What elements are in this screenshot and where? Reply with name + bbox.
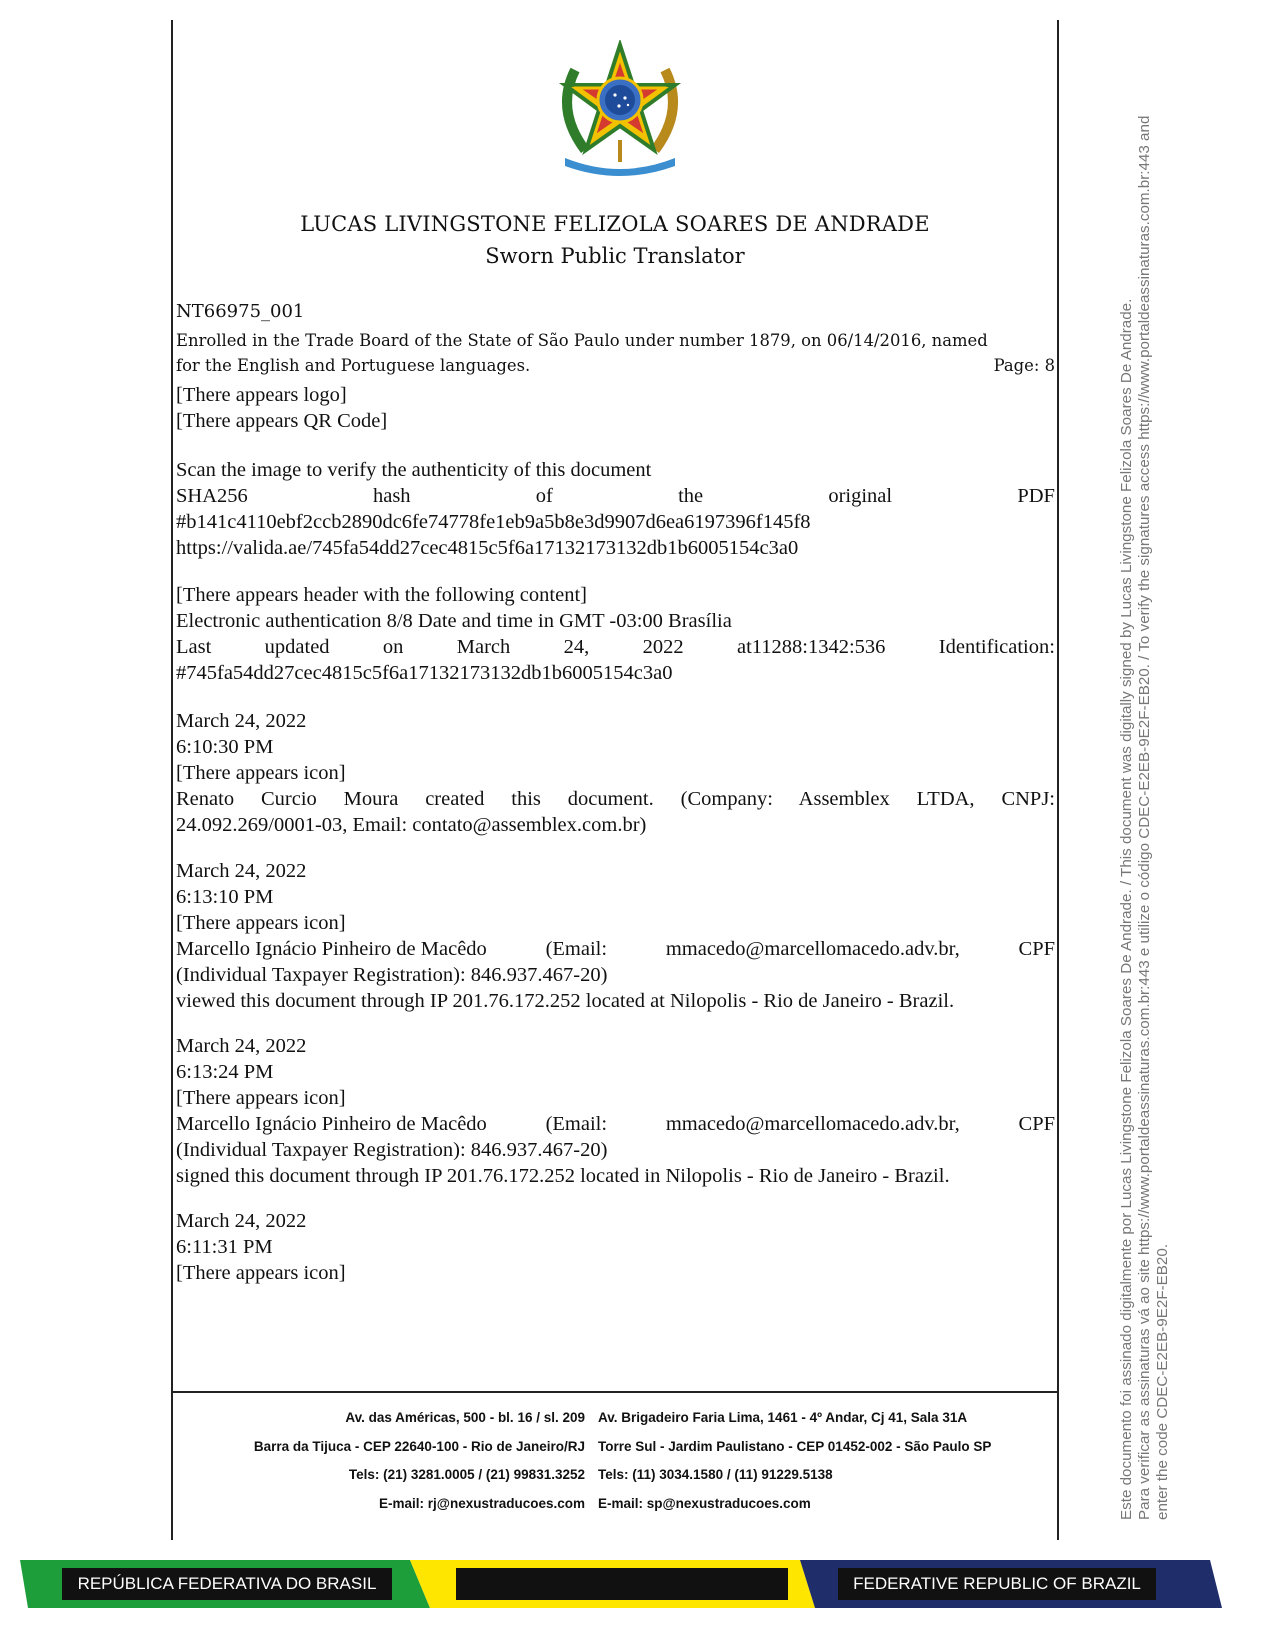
scan-text: Scan the image to verify the authenticity of this document — [176, 459, 652, 481]
hash-block — [176, 457, 1055, 561]
document-id: NT66975_001 — [176, 301, 305, 322]
event-date: March 24, 2022 — [176, 1035, 307, 1057]
event-line-2: (Individual Taxpayer Registration): 846.937.467-20) — [176, 1139, 608, 1161]
updated-line — [176, 634, 1055, 660]
address-line: Barra da Tijuca - CEP 22640-100 - Rio de Janeiro/RJ — [253, 1438, 585, 1454]
event-line-2: 24.092.269/0001-03, Email: contato@assemblex.com.br) — [176, 814, 647, 836]
signature-note-line: Para verificar as assinaturas vá ao site https://www.portaldeassinaturas.com.br:443 e utilize o código CDEC-E2EB-9E2F-EB20. / To verify the signatures access https://www.portaldeassinaturas.com.br:443 and — [1136, 115, 1153, 1520]
sha-word: SHA256 — [176, 485, 248, 507]
verification-block — [176, 382, 1055, 434]
event-entry — [176, 708, 1055, 838]
translator-name: LUCAS LIVINGSTONE FELIZOLA SOARES DE ANDRADE — [300, 212, 930, 236]
updated-word: Last — [176, 636, 212, 658]
event-icon-note: [There appears icon] — [176, 912, 346, 934]
event-icon-note: [There appears icon] — [176, 1262, 346, 1284]
translator-title: Sworn Public Translator — [485, 244, 745, 268]
banner-label-portuguese: REPÚBLICA FEDERATIVA DO BRASIL — [62, 1568, 392, 1600]
digital-signature-note — [1118, 0, 1172, 1520]
event-line-2: (Individual Taxpayer Registration): 846.937.467-20) — [176, 964, 608, 986]
event-description: Renato Curcio Moura created this document. (Company: Assemblex LTDA, CNPJ: — [176, 788, 1055, 810]
office-address-sp — [598, 1404, 1058, 1518]
valida-url: https://valida.ae/745fa54dd27cec4815c5f6a17132173132db1b6005154c3a0 — [176, 537, 799, 559]
event-time: 6:10:30 PM — [176, 736, 274, 758]
event-time: 6:11:31 PM — [176, 1236, 273, 1258]
banner-label-english: FEDERATIVE REPUBLIC OF BRAZIL — [838, 1568, 1156, 1600]
event-cpf-label: CPF — [1018, 938, 1055, 960]
sha-word: PDF — [1017, 485, 1055, 507]
enrollment-text — [176, 328, 1055, 378]
updated-word: Identification: — [938, 636, 1055, 658]
event-line-3: signed this document through IP 201.76.172.252 located in Nilopolis - Rio de Janeiro - Brazil. — [176, 1165, 950, 1187]
logo-note: [There appears logo] — [176, 384, 347, 406]
event-entry — [176, 1208, 1055, 1286]
updated-word: at11288:1342:536 — [737, 636, 886, 658]
event-entry — [176, 858, 1055, 1014]
event-email: mmacedo@marcellomacedo.adv.br, — [665, 1113, 960, 1135]
signature-note-line: enter the code CDEC-E2EB-9E2F-EB20. — [1154, 1243, 1171, 1520]
event-email: mmacedo@marcellomacedo.adv.br, — [665, 938, 960, 960]
enrollment-line-1: Enrolled in the Trade Board of the State of São Paulo under number 1879, on 06/14/2016, named — [176, 331, 988, 350]
qr-note: [There appears QR Code] — [176, 410, 388, 432]
page-number: Page: 8 — [993, 356, 1055, 375]
auth-line: Electronic authentication 8/8 Date and time in GMT -03:00 Brasília — [176, 610, 732, 632]
event-icon-note: [There appears icon] — [176, 762, 346, 784]
sha-word: hash — [372, 485, 411, 507]
event-line-1 — [176, 1111, 1055, 1137]
enrollment-line-2 — [176, 353, 1055, 378]
updated-word: 2022 — [642, 636, 684, 658]
phone-line: Tels: (11) 3034.1580 / (11) 91229.5138 — [598, 1467, 833, 1482]
updated-word: March — [456, 636, 511, 658]
auth-header-block — [176, 582, 1055, 686]
phone-line: Tels: (21) 3281.0005 / (21) 99831.3252 — [348, 1467, 585, 1482]
sha-word: of — [535, 485, 553, 507]
updated-word: 24, — [563, 636, 590, 658]
sha-word: original — [828, 485, 893, 507]
enrollment-languages: for the English and Portuguese languages. — [176, 356, 531, 375]
email-line: E-mail: rj@nexustraducoes.com — [379, 1495, 585, 1511]
office-address-rj — [173, 1404, 585, 1518]
identification-hash: #745fa54dd27cec4815c5f6a17132173132db1b6005154c3a0 — [176, 662, 673, 684]
event-email-label: (Email: — [545, 938, 608, 960]
sha-word: the — [678, 485, 704, 507]
event-line-1 — [176, 936, 1055, 962]
event-line-1 — [176, 786, 1055, 812]
event-time: 6:13:24 PM — [176, 1061, 274, 1083]
event-entry — [176, 1033, 1055, 1189]
address-line: Av. das Américas, 500 - bl. 16 / sl. 209 — [345, 1410, 585, 1425]
updated-word: on — [382, 636, 404, 658]
event-cpf-label: CPF — [1018, 1113, 1055, 1135]
event-email-label: (Email: — [545, 1113, 608, 1135]
event-line-3: viewed this document through IP 201.76.172.252 located at Nilopolis - Rio de Janeiro - Brazil. — [176, 990, 955, 1012]
footer-divider — [171, 1391, 1059, 1393]
signature-note-line: Este documento foi assinado digitalmente por Lucas Livingstone Felizola Soares De Andrade. / This document was digitally signed by Lucas Livingstone Felizola Soares De Andrade. — [1118, 298, 1135, 1520]
banner-label-blank — [456, 1568, 788, 1600]
coat-of-arms-icon — [545, 40, 695, 180]
address-line: Torre Sul - Jardim Paulistano - CEP 01452-002 - São Paulo SP — [598, 1438, 992, 1454]
email-line: E-mail: sp@nexustraducoes.com — [598, 1495, 811, 1511]
updated-word: updated — [264, 636, 330, 658]
event-icon-note: [There appears icon] — [176, 1087, 346, 1109]
event-time: 6:13:10 PM — [176, 886, 274, 908]
event-date: March 24, 2022 — [176, 710, 307, 732]
page-border-right — [1057, 20, 1059, 1540]
event-date: March 24, 2022 — [176, 860, 307, 882]
event-signer: Marcello Ignácio Pinheiro de Macêdo — [176, 938, 487, 960]
sha-line — [176, 483, 1055, 509]
event-date: March 24, 2022 — [176, 1210, 307, 1232]
sha-hash: #b141c4110ebf2ccb2890dc6fe74778fe1eb9a5b8e3d9907d6ea6197396f145f8 — [176, 511, 811, 533]
event-signer: Marcello Ignácio Pinheiro de Macêdo — [176, 1113, 487, 1135]
header-note: [There appears header with the following content] — [176, 584, 587, 606]
address-line: Av. Brigadeiro Faria Lima, 1461 - 4º Andar, Cj 41, Sala 31A — [598, 1410, 968, 1425]
